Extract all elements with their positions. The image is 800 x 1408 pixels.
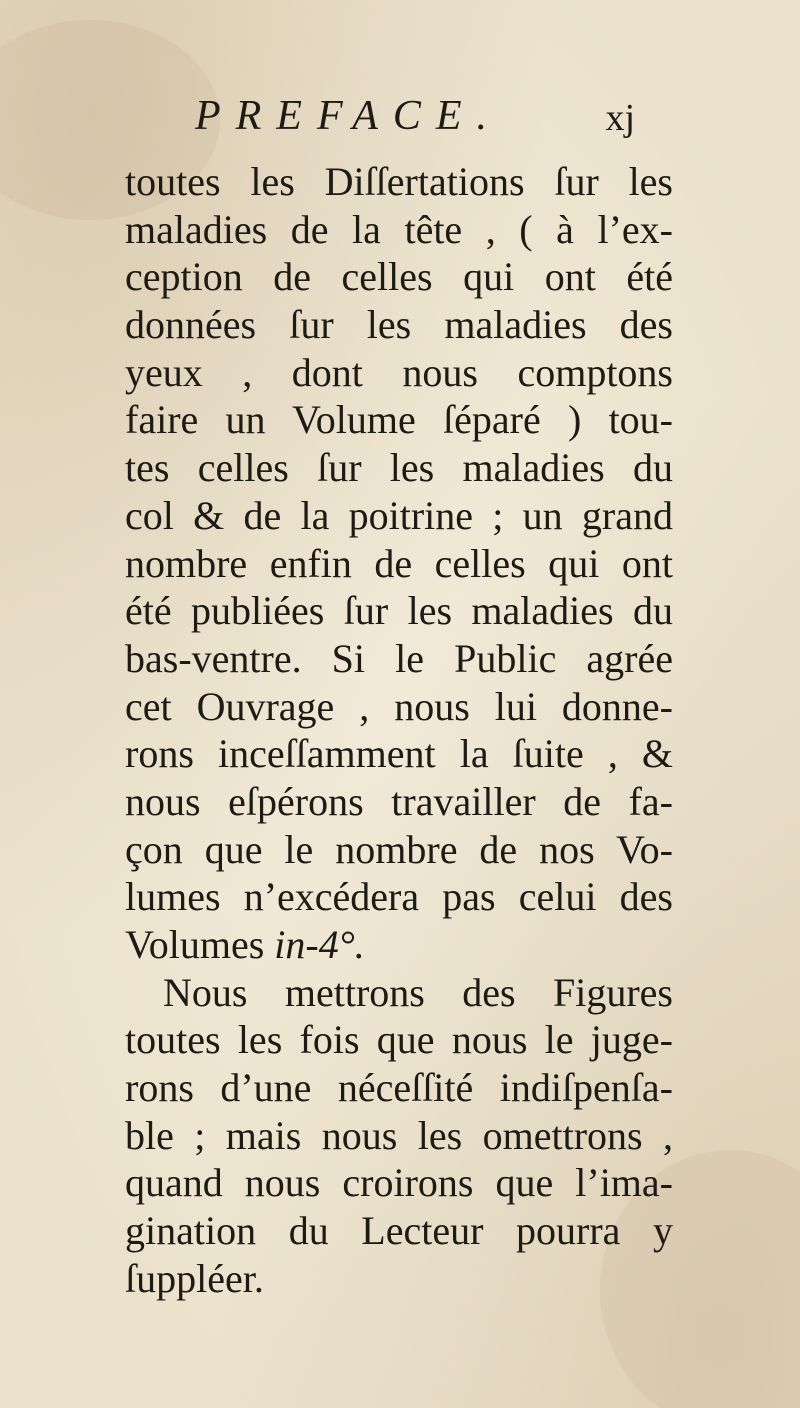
paragraph-2 bbox=[125, 969, 673, 1303]
text-line: col & de la poitrine ; un grand bbox=[125, 492, 673, 538]
text-line: nous eſpérons travailler de fa- bbox=[125, 778, 673, 824]
text-line: ſuppléer. bbox=[125, 1255, 264, 1301]
text-line: été publiées ſur les maladies du bbox=[125, 588, 673, 634]
body-text bbox=[125, 158, 673, 1303]
text-line: maladies de la tête , ( à l’ex- bbox=[125, 206, 673, 252]
text-line: bas-ventre. Si le Public agrée bbox=[125, 635, 673, 681]
page-number: xj bbox=[605, 97, 635, 139]
text-line: toutes les fois que nous le juge- bbox=[125, 1017, 673, 1063]
text-line: nombre enfin de celles qui ont bbox=[125, 540, 673, 586]
text-line: faire un Volume ſéparé ) tou- bbox=[125, 397, 673, 443]
text-line: données ſur les maladies des bbox=[125, 302, 673, 348]
text-line: ble ; mais nous les omettrons , bbox=[125, 1112, 673, 1158]
text-line: gination du Lecteur pourra y bbox=[125, 1208, 673, 1254]
page-header bbox=[195, 92, 635, 152]
text-line: yeux , dont nous comptons bbox=[125, 349, 673, 395]
text-line: toutes les Diſſertations ſur les bbox=[125, 159, 673, 204]
text-line: quand nous croirons que l’ima- bbox=[125, 1160, 673, 1206]
text-line: rons inceſſamment la ſuite , & bbox=[125, 731, 673, 777]
text-line: Nous mettrons des Figures bbox=[163, 969, 673, 1015]
final-line-text: Volumes bbox=[125, 922, 275, 967]
text-line: cet Ouvrage , nous lui donne- bbox=[125, 683, 673, 729]
paragraph-1 bbox=[125, 158, 673, 969]
text-line: rons d’une néceſſité indiſpenſa- bbox=[125, 1065, 673, 1111]
text-line: çon que le nombre de nos Vo- bbox=[125, 826, 673, 872]
text-line-final bbox=[125, 921, 673, 969]
text-line: tes celles ſur les maladies du bbox=[125, 445, 673, 491]
text-line: ception de celles qui ont été bbox=[125, 254, 673, 300]
text-line: lumes n’excédera pas celui des bbox=[125, 874, 673, 920]
format-italic: in-4°. bbox=[274, 922, 365, 967]
running-title: PREFACE. bbox=[195, 93, 503, 139]
